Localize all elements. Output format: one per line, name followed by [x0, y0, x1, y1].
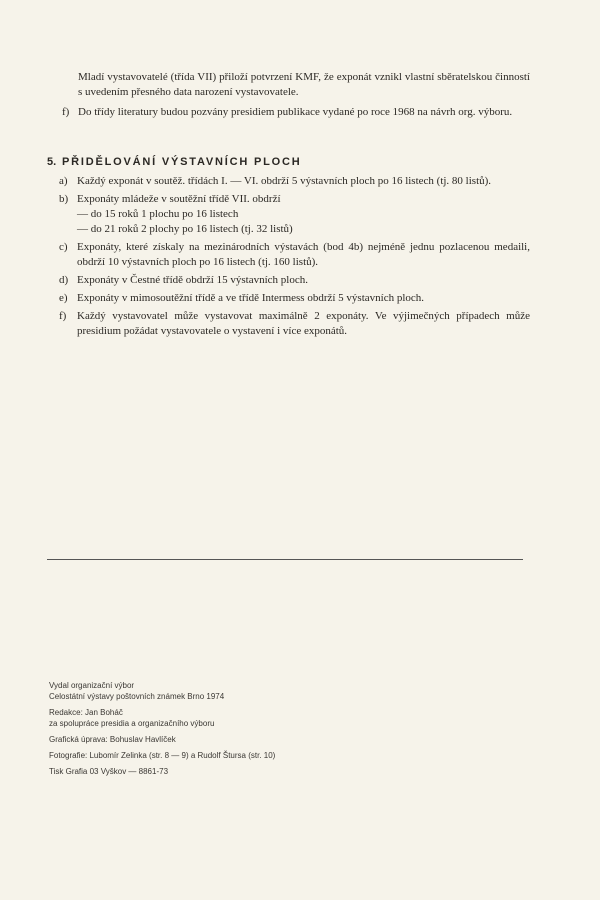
section-5 — [47, 155, 530, 339]
item-text: Exponáty v mimosoutěžní třídě a ve třídě Intermess obdrží 5 výstavních ploch. — [77, 292, 425, 304]
section-item-f — [47, 309, 530, 339]
colophon-line: Redakce: Jan Boháč — [49, 708, 123, 717]
section-heading — [47, 155, 530, 170]
item-text: Do třídy literatury budou pozvány presidiem publikace vydané po roce 1968 na návrh org. výboru. — [78, 106, 513, 118]
horizontal-rule — [47, 559, 523, 560]
colophon-line: Vydal organizační výbor — [49, 681, 135, 690]
item-marker: f) — [59, 310, 67, 322]
item-marker: b) — [59, 193, 69, 205]
item-marker: f) — [62, 106, 70, 118]
intro-continuation-paragraph: Mladí vystavovatelé (třída VII) přiloží potvrzení KMF, že exponát vznikl vlastní sběratelskou činností s uvedením přesného data narození vystavovatele. — [78, 71, 530, 98]
colophon-line: Tisk Grafia 03 Vyškov — 8861-73 — [49, 767, 169, 776]
section-item-b — [47, 192, 530, 237]
section-title: PŘIDĚLOVÁNÍ VÝSTAVNÍCH PLOCH — [62, 156, 302, 168]
intro-block — [62, 70, 530, 120]
item-line: — do 21 roků 2 plochy po 16 listech (tj. 32 listů) — [77, 223, 293, 235]
colophon-line: Fotografie: Lubomír Zelinka (str. 8 — 9) a Rudolf Štursa (str. 10) — [49, 751, 276, 760]
item-marker: d) — [59, 274, 69, 286]
item-text: Exponáty v Čestné třídě obdrží 15 výstavních ploch. — [77, 274, 308, 286]
item-marker: c) — [59, 241, 68, 253]
item-line: Exponáty mládeže v soutěžní třídě VII. obdrží — [77, 193, 281, 205]
colophon-line: Celostátní výstavy poštovních známek Brno 1974 — [49, 692, 225, 701]
colophon-line: za spolupráce presidia a organizačního výboru — [49, 719, 215, 728]
intro-item-f — [62, 105, 530, 120]
item-marker: e) — [59, 292, 68, 304]
item-text: Každý vystavovatel může vystavovat maximálně 2 exponáty. Ve výjimečných případech může presidium požádat vystavovatele o vystavení i více exponátů. — [77, 310, 530, 337]
colophon-graphics — [49, 734, 449, 745]
item-text: Každý exponát v soutěž. třídách I. — VI. obdrží 5 výstavních ploch po 16 listech (tj. 80 listů). — [77, 175, 492, 187]
colophon-line: Grafická úprava: Bohuslav Havlíček — [49, 735, 176, 744]
item-lines — [77, 192, 530, 237]
colophon-photos — [49, 750, 449, 761]
section-number: 5. — [47, 156, 57, 168]
section-item-c — [47, 240, 530, 270]
item-line: — do 15 roků 1 plochu po 16 listech — [77, 208, 239, 220]
section-item-e — [47, 291, 530, 306]
colophon-publisher — [49, 680, 449, 702]
colophon — [49, 680, 449, 782]
section-item-d — [47, 273, 530, 288]
item-marker: a) — [59, 175, 68, 187]
item-text: Exponáty, které získaly na mezinárodních výstavách (bod 4b) nejméně jednu pozlacenou medaili, obdrží 10 výstavních ploch po 16 listech (tj. 160 listů). — [77, 241, 530, 268]
colophon-print — [49, 766, 449, 777]
colophon-editor — [49, 707, 449, 729]
section-item-a — [47, 174, 530, 189]
